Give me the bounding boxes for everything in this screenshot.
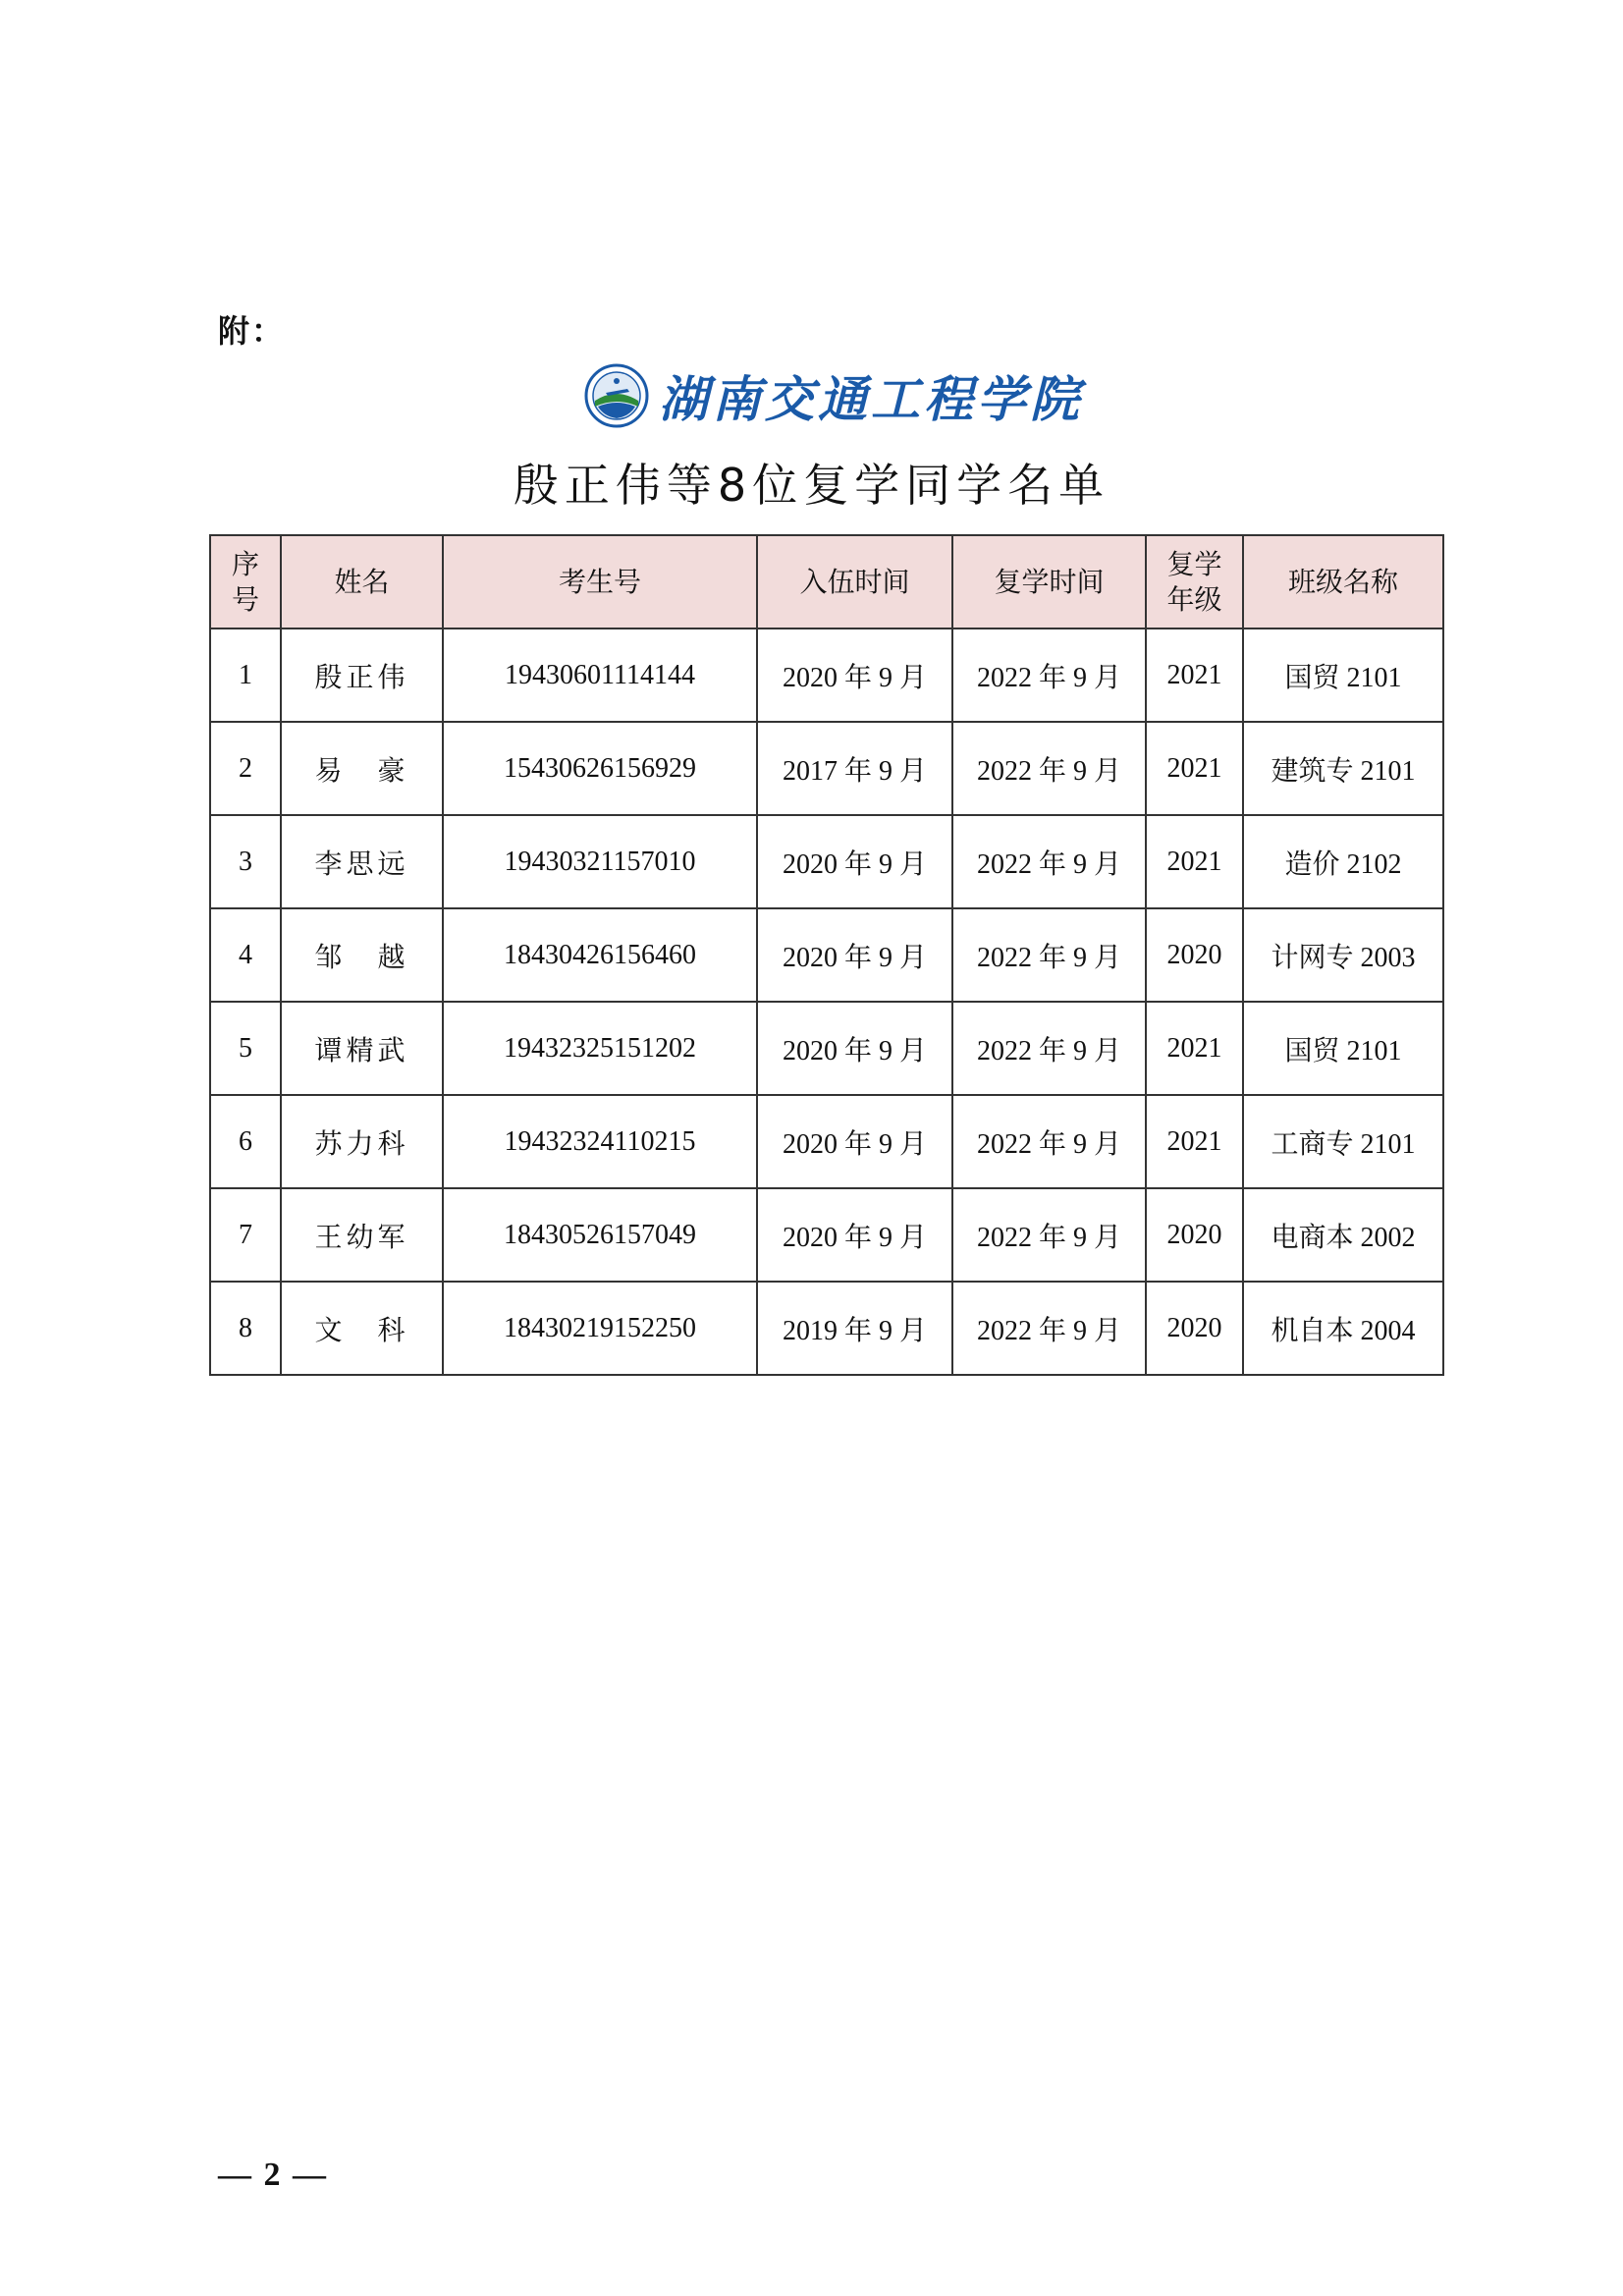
cell-index: 2	[210, 722, 281, 815]
header-name: 姓名	[281, 535, 443, 629]
header-enlist-time: 入伍时间	[757, 535, 952, 629]
header-index-text: 序号	[231, 547, 259, 616]
cell-exam-no: 19432324110215	[443, 1095, 757, 1188]
header-resume-time: 复学时间	[952, 535, 1146, 629]
cell-enlist-time: 2020 年 9 月	[757, 1188, 952, 1282]
cell-class-name: 国贸 2101	[1243, 1002, 1443, 1095]
cell-exam-no: 19432325151202	[443, 1002, 757, 1095]
cell-enlist-time: 2020 年 9 月	[757, 908, 952, 1002]
header-resume-grade	[1146, 535, 1243, 629]
cell-resume-time: 2022 年 9 月	[952, 1002, 1146, 1095]
cell-name: 李思远	[281, 815, 443, 908]
table-row	[210, 1002, 1443, 1095]
cell-index: 6	[210, 1095, 281, 1188]
cell-resume-grade: 2020	[1146, 1188, 1243, 1282]
cell-name: 王幼军	[281, 1188, 443, 1282]
table-row	[210, 629, 1443, 722]
cell-resume-time: 2022 年 9 月	[952, 629, 1146, 722]
cell-class-name: 国贸 2101	[1243, 629, 1443, 722]
header-class-name: 班级名称	[1243, 535, 1443, 629]
cell-exam-no: 18430219152250	[443, 1282, 757, 1375]
table-header-row	[210, 535, 1443, 629]
cell-name: 谭精武	[281, 1002, 443, 1095]
cell-resume-grade: 2021	[1146, 815, 1243, 908]
college-name-logotype: 湖南交通工程学院	[659, 370, 1083, 428]
cell-index: 7	[210, 1188, 281, 1282]
cell-resume-grade: 2020	[1146, 1282, 1243, 1375]
header-exam-no: 考生号	[443, 535, 757, 629]
cell-class-name: 计网专 2003	[1243, 908, 1443, 1002]
cell-index: 1	[210, 629, 281, 722]
cell-index: 3	[210, 815, 281, 908]
cell-resume-grade: 2021	[1146, 722, 1243, 815]
cell-enlist-time: 2020 年 9 月	[757, 815, 952, 908]
college-logo	[584, 361, 1083, 430]
cell-enlist-time: 2019 年 9 月	[757, 1282, 952, 1375]
document-title: 殷正伟等8位复学同学名单	[513, 459, 1110, 512]
cell-index: 4	[210, 908, 281, 1002]
cell-resume-grade: 2020	[1146, 908, 1243, 1002]
cell-exam-no: 19430321157010	[443, 815, 757, 908]
cell-exam-no: 18430526157049	[443, 1188, 757, 1282]
cell-index: 8	[210, 1282, 281, 1375]
attachment-label: 附：	[218, 312, 286, 350]
cell-class-name: 建筑专 2101	[1243, 722, 1443, 815]
cell-class-name: 机自本 2004	[1243, 1282, 1443, 1375]
cell-enlist-time: 2020 年 9 月	[757, 629, 952, 722]
cell-name: 文 科	[281, 1282, 443, 1375]
table-row	[210, 908, 1443, 1002]
cell-resume-grade: 2021	[1146, 629, 1243, 722]
cell-resume-time: 2022 年 9 月	[952, 722, 1146, 815]
student-roster-table	[209, 534, 1444, 1376]
cell-enlist-time: 2020 年 9 月	[757, 1002, 952, 1095]
cell-resume-time: 2022 年 9 月	[952, 1188, 1146, 1282]
cell-exam-no: 15430626156929	[443, 722, 757, 815]
cell-resume-time: 2022 年 9 月	[952, 908, 1146, 1002]
table-row	[210, 1188, 1443, 1282]
page-number: — 2 —	[218, 2157, 328, 2193]
cell-name: 殷正伟	[281, 629, 443, 722]
cell-class-name: 电商本 2002	[1243, 1188, 1443, 1282]
table-row	[210, 722, 1443, 815]
header-index	[210, 535, 281, 629]
cell-class-name: 工商专 2101	[1243, 1095, 1443, 1188]
cell-resume-time: 2022 年 9 月	[952, 815, 1146, 908]
cell-exam-no: 18430426156460	[443, 908, 757, 1002]
table-row	[210, 1095, 1443, 1188]
cell-exam-no: 19430601114144	[443, 629, 757, 722]
header-resume-grade-text: 复学年级	[1166, 547, 1222, 616]
cell-enlist-time: 2020 年 9 月	[757, 1095, 952, 1188]
cell-resume-time: 2022 年 9 月	[952, 1095, 1146, 1188]
table-row	[210, 815, 1443, 908]
cell-enlist-time: 2017 年 9 月	[757, 722, 952, 815]
cell-name: 邹 越	[281, 908, 443, 1002]
cell-resume-grade: 2021	[1146, 1095, 1243, 1188]
cell-name: 苏力科	[281, 1095, 443, 1188]
college-seal-icon	[584, 363, 649, 428]
cell-index: 5	[210, 1002, 281, 1095]
cell-resume-time: 2022 年 9 月	[952, 1282, 1146, 1375]
cell-name: 易 豪	[281, 722, 443, 815]
cell-class-name: 造价 2102	[1243, 815, 1443, 908]
table-row	[210, 1282, 1443, 1375]
cell-resume-grade: 2021	[1146, 1002, 1243, 1095]
